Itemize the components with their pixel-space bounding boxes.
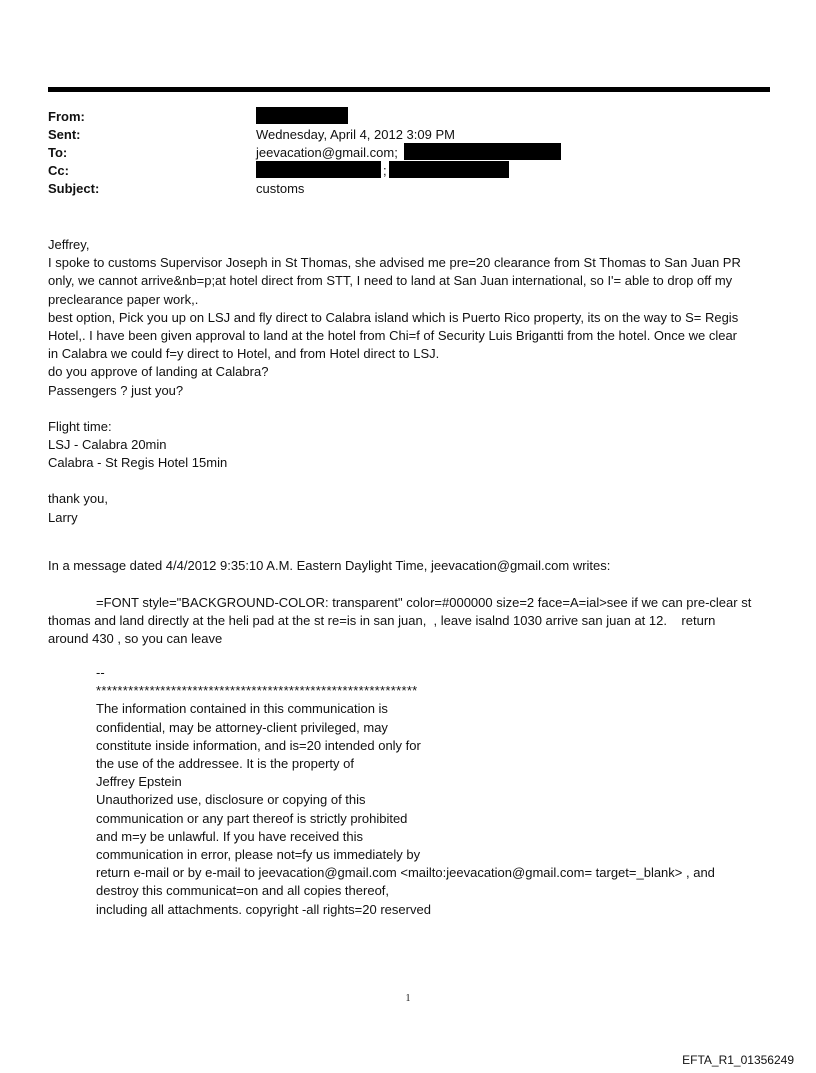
email-body	[48, 236, 770, 527]
disclaimer-line: Unauthorized use, disclosure or copying of this	[96, 792, 366, 808]
disclaimer-line: Jeffrey Epstein	[96, 774, 182, 790]
disclaimer-line: communication in error, please not=fy us immediately by	[96, 847, 421, 863]
flight-time-line: LSJ - Calabra 20min	[48, 437, 167, 453]
quoted-intro: In a message dated 4/4/2012 9:35:10 A.M. Eastern Daylight Time, jeevacation@gmail.com writes:	[48, 558, 611, 573]
cc-separator: ;	[383, 163, 387, 178]
flight-time-line: Calabra - St Regis Hotel 15min	[48, 455, 228, 471]
quoted-line: thomas and land directly at the heli pad at the st re=is in san juan, , leave isalnd 1030 arrive san juan at 12. return	[48, 613, 716, 629]
to-value[interactable]: jeevacation@gmail.com;	[256, 145, 398, 160]
cc-redaction-2	[389, 161, 509, 178]
to-redaction	[404, 143, 561, 160]
disclaimer-line: and m=y be unlawful. If you have received this	[96, 828, 364, 844]
page-number: 1	[405, 993, 411, 1004]
disclaimer-line: The information contained in this communication is	[96, 701, 388, 717]
body-line: Hotel,. I have been given approval to land at the hotel from Chi=f of Security Luis Brigantti from the hotel. Once we clear	[48, 328, 738, 344]
subject-value: customs	[256, 181, 305, 196]
disclaimer-line: including all attachments. copyright -all rights=20 reserved	[96, 901, 431, 917]
body-line: in Calabra we could f=y direct to Hotel, and from Hotel direct to LSJ.	[48, 346, 440, 362]
from-redaction	[256, 107, 348, 124]
signoff-line: thank you,	[48, 491, 108, 507]
sent-label: Sent:	[48, 127, 81, 142]
bates-number: EFTA_R1_01356249	[682, 1053, 794, 1067]
disclaimer-line: the use of the addressee. It is the property of	[96, 756, 354, 772]
from-label: From:	[48, 109, 85, 124]
disclaimer-line: return e-mail or by e-mail to jeevacation@gmail.com <mailto:jeevacation@gmail.com= target=_blank> , and	[96, 865, 715, 881]
subject-label: Subject:	[48, 181, 100, 196]
quoted-message	[48, 594, 770, 649]
quoted-line: around 430 , so you can leave	[48, 631, 223, 647]
signature-dashes: --	[96, 665, 105, 680]
disclaimer	[96, 664, 770, 919]
disclaimer-line: communication or any part thereof is strictly prohibited	[96, 810, 408, 826]
cc-redaction-1	[256, 161, 381, 178]
body-line: only, we cannot arrive&nb=p;at hotel direct from STT, I need to land at San Juan international, so I'= able to drop off my	[48, 273, 733, 289]
disclaimer-line: confidential, may be attorney-client privileged, may	[96, 719, 388, 735]
body-line: preclearance paper work,.	[48, 291, 199, 307]
header-rule	[48, 87, 770, 92]
signoff-name: Larry	[48, 509, 78, 525]
star-separator: ************************************************************	[96, 683, 418, 699]
quoted-line: =FONT style="BACKGROUND-COLOR: transparent" color=#000000 size=2 face=A=ial>see if we can pre-clear st	[96, 595, 752, 610]
sent-value: Wednesday, April 4, 2012 3:09 PM	[256, 127, 455, 142]
body-line: Jeffrey,	[48, 237, 90, 252]
body-line: I spoke to customs Supervisor Joseph in St Thomas, she advised me pre=20 clearance from St Thomas to San Juan PR	[48, 255, 741, 271]
disclaimer-line: constitute inside information, and is=20 intended only for	[96, 737, 421, 753]
cc-label: Cc:	[48, 163, 69, 178]
to-label: To:	[48, 145, 68, 160]
body-line: do you approve of landing at Calabra?	[48, 364, 269, 380]
flight-time-heading: Flight time:	[48, 418, 112, 434]
disclaimer-line: destroy this communicat=on and all copies thereof,	[96, 883, 390, 899]
body-line: best option, Pick you up on LSJ and fly direct to Calabra island which is Puerto Rico property, its on the way to S= Regis	[48, 309, 739, 325]
body-line: Passengers ? just you?	[48, 382, 184, 398]
